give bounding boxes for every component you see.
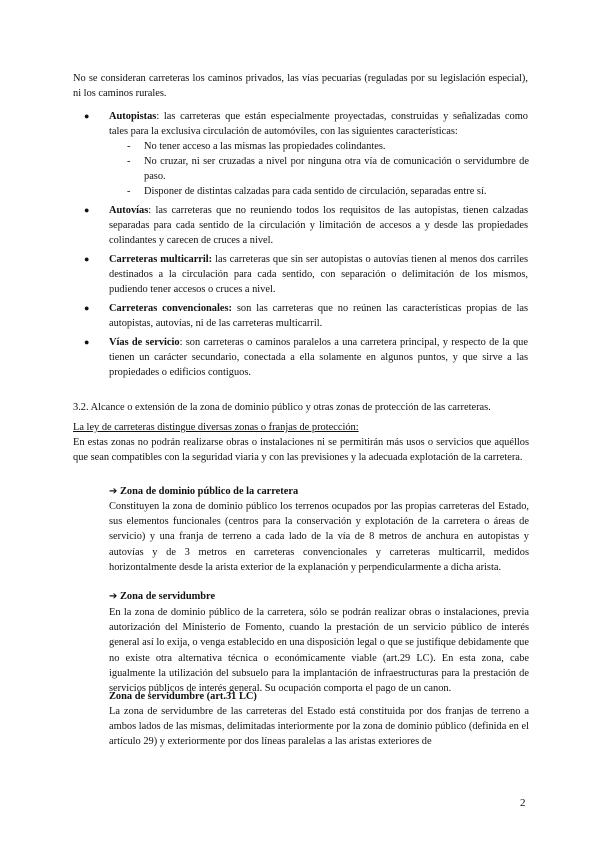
- sub-item-text: No cruzar, ni ser cruzadas a nivel por ninguna otra vía de comunicación o servidumbre de paso.: [144, 156, 529, 183]
- dash-icon: -: [127, 141, 131, 152]
- bullet-icon: ●: [84, 303, 90, 313]
- bullet-multicarril: [84, 252, 528, 298]
- term-autovias: Autovías: [109, 205, 149, 216]
- zona-servidumbre-art-text: La zona de servidumbre de las carreteras del Estado está constituida por dos franjas de terreno a ambos lados de las mismas, delimitadas interiormente por la zona de dominio público (definida en el artículo 29) y exteriormente por dos líneas paralelas a las aristas exteriores de: [109, 706, 529, 748]
- section-heading: 3.2. Alcance o extensión de la zona de dominio público y otras zonas de protección de las carreteras.: [73, 402, 491, 413]
- intro-paragraph: No se consideran carreteras los caminos privados, las vías pecuarias (reguladas por su legislación especial), ni los caminos rurales.: [73, 73, 528, 100]
- zona-servidumbre-art-title: Zona de servidumbre (art.31 LC): [109, 691, 257, 702]
- bullet-autovias: [84, 203, 528, 249]
- bullet-icon: ●: [84, 337, 90, 347]
- arrow-right-icon: ➔: [109, 486, 118, 497]
- zona-dominio-title: ➔ Zona de dominio público de la carretera: [109, 486, 299, 497]
- bullet-icon: ●: [84, 254, 90, 264]
- zona-servidumbre-title: ➔ Zona de servidumbre: [109, 591, 216, 602]
- desc-autopistas: : las carreteras que están especialmente proyectadas, construidas y señalizadas como tales para la exclusiva circulación de automóviles, con las siguientes características:: [109, 111, 528, 138]
- zona-servidumbre-text: En la zona de dominio público de la carretera, sólo se podrán realizar obras o instalaciones, previa autorización del Ministerio de Fomento, cuando la prestación de un servicio público de interés general así lo exija, o venga establecido en una disposición legal o que se justifique debidamente que no existe otra alternativa técnica o económicamente viable (art.29 LC). En esta zona, cabe igualmente la utilización del subsuelo para la implantación de infraestructuras para la prestación de servicios públicos de interés general. Su ocupación comporta el pago de un canon.: [109, 607, 529, 695]
- bullet-vias-servicio: [84, 335, 528, 381]
- page-number: 2: [520, 797, 526, 809]
- bullet-convencionales: [84, 301, 528, 331]
- term-vias-servicio: Vías de servicio: [109, 337, 180, 348]
- zona-dominio-text: Constituyen la zona de dominio público los terrenos ocupados por las propias carreteras del Estado, sus elementos funcionales (centros para la conservación y explotación de la carretera o áreas de servicio) y una franja de terreno a cada lado de la vía de 8 metros de anchura en autopistas y autovías y de 3 metros en carreteras convencionales y carreteras multicarril, medidos horizontalmente desde la arista exterior de la explanación y perpendicularmente a dicha arista.: [109, 501, 529, 573]
- law-intro-text: En estas zonas no podrán realizarse obras o instalaciones ni se permitirán más usos o servicios que aquéllos que sean compatibles con la seguridad viaria y con las previsiones y la adecuada explotación de la carretera.: [73, 437, 529, 464]
- sub-item: [127, 154, 529, 184]
- bullet-autopistas: [84, 109, 528, 139]
- term-convencionales: Carreteras convencionales:: [109, 303, 232, 314]
- arrow-right-icon: ➔: [109, 591, 118, 602]
- dash-icon: -: [127, 156, 131, 167]
- desc-convencionales: son las carreteras que no reúnen las características propias de las autopistas, autovías, ni de las carreteras multicarril.: [109, 303, 528, 330]
- desc-multicarril: las carreteras que sin ser autopistas o autovías tienen al menos dos carriles destinados a la circulación para cada sentido, con separación o delimitación de los mismos, pudiendo tener accesos o cruces a nivel.: [109, 254, 528, 296]
- desc-vias-servicio: : son carreteras o caminos paralelos a una carretera principal, y respecto de la que tienen un carácter secundario, conectada a ella solamente en algunos puntos, y que sirve a las propiedades o edificios contiguos.: [109, 337, 528, 379]
- term-multicarril: Carreteras multicarril:: [109, 254, 213, 265]
- law-intro-underlined: La ley de carreteras distingue diversas zonas o franjas de protección:: [73, 422, 359, 433]
- bullet-icon: ●: [84, 111, 90, 121]
- sub-item: [127, 139, 529, 154]
- bullet-icon: ●: [84, 205, 90, 215]
- term-autopistas: Autopistas: [109, 111, 157, 122]
- sub-item: [127, 184, 529, 199]
- desc-autovias: : las carreteras que no reuniendo todos los requisitos de las autopistas, tienen calzadas separadas para cada sentido de la circulación y limitación de accesos a y desde las propiedades colindantes y carecen de cruces a nivel.: [109, 205, 528, 247]
- sub-item-text: Disponer de distintas calzadas para cada sentido de circulación, separadas entre sí.: [144, 186, 487, 197]
- sub-item-text: No tener acceso a las mismas las propiedades colindantes.: [144, 141, 386, 152]
- law-intro: [73, 420, 529, 466]
- dash-icon: -: [127, 186, 131, 197]
